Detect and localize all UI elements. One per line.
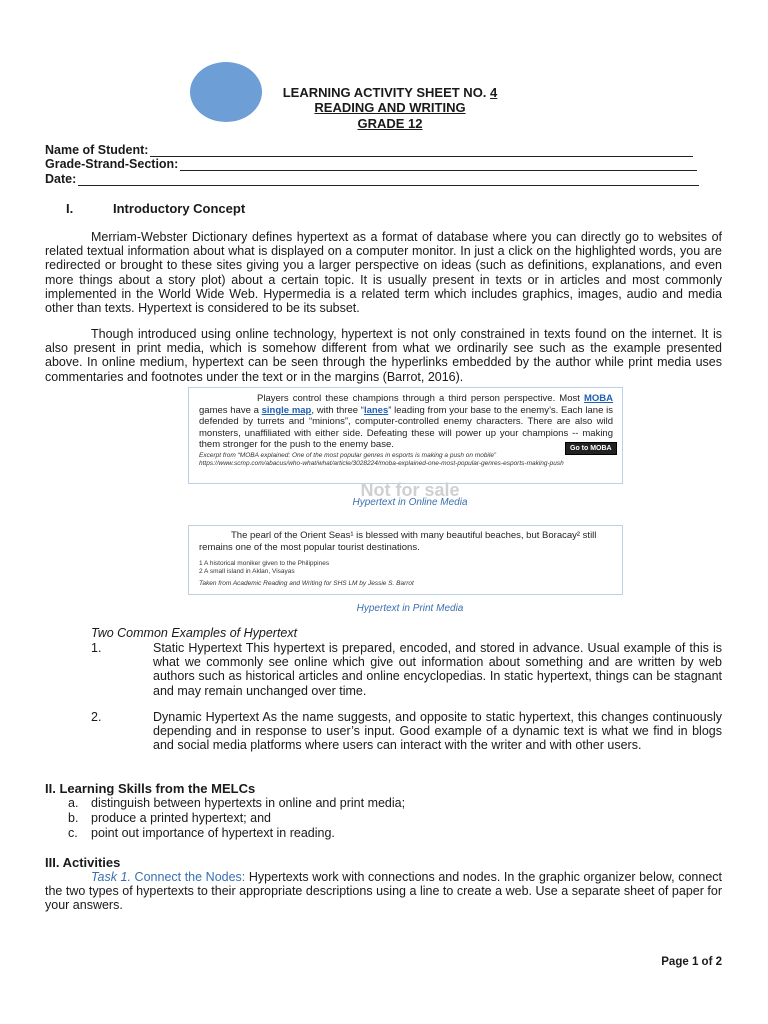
online-source-url: https://www.scmp.com/abacus/who-what/what/article/3028224/moba-explained-one-most-popular-genres-esports-making-push bbox=[199, 460, 564, 467]
grade-strand-section-field[interactable] bbox=[45, 157, 697, 171]
print-hypertext-example bbox=[188, 525, 623, 595]
print-source: Taken from Academic Reading and Writing for SHS LM by Jessie S. Barrot bbox=[199, 580, 414, 587]
subject-title: READING AND WRITING bbox=[314, 100, 466, 115]
field-line bbox=[78, 175, 699, 186]
task-1-label: Task 1. bbox=[91, 870, 131, 884]
page-total: 2 bbox=[715, 956, 722, 968]
print-text: The pearl of the Orient Seas¹ is blessed with many beautiful beaches, but Boracay² still remains one of the most popular tourist destinations. bbox=[199, 530, 597, 553]
online-example-text bbox=[199, 393, 613, 451]
task-1-paragraph bbox=[45, 870, 722, 913]
online-text-b: games have a bbox=[199, 404, 262, 416]
field-label: Grade-Strand-Section: bbox=[45, 157, 179, 171]
online-excerpt: Excerpt from “MOBA explained: One of the most popular genres in esports is making a push on mobile” bbox=[199, 452, 497, 459]
online-caption: Hypertext in Online Media bbox=[352, 497, 468, 508]
online-text-d: ” leading from your base to the enemy’s. Each lane is defended by turrets and “minions”, computer-controlled enemy characters. There are also wild monsters, unaffiliated with either side. Defeating these will power up your champions -- making them stronger for the push to the enemy base. bbox=[199, 404, 613, 450]
go-to-moba-button[interactable]: Go to MOBA bbox=[565, 442, 617, 455]
task-1-text: Hypertexts work with connections and nodes. In the graphic organizer below, connect the two types of hypertexts to their appropriate descriptions using a line to create a web. Use a separate sheet of paper for your answers. bbox=[45, 870, 722, 913]
section1-number: I. bbox=[66, 201, 74, 216]
example-1-number: 1. bbox=[91, 641, 102, 655]
field-label: Name of Student: bbox=[45, 143, 149, 157]
intro-text-1: Merriam-Webster Dictionary defines hypertext as a format of database where you can directly go to websites of related textual information about what is displayed on a computer monitor. In just a click on the highlighted words, you are redirected or brought to these sites giving you a larger perspective on ideas (such as definitions, explanations, and even more things about a story plot) about a certain topic. It is usually present in texts or in articles and most commonly implemented in the World Wide Web. Hypermedia is a related term which includes graphics, images, audio and media other than texts. Hypertext is considered to be its subset. bbox=[45, 230, 722, 316]
print-caption: Hypertext in Print Media bbox=[356, 603, 464, 614]
single-map-link[interactable]: single map bbox=[261, 404, 312, 416]
intro-text-2: Though introduced using online technology, hypertext is not only constrained in texts found on the internet. It is also present in print media, which is somehow different from what we ordinarily see such as the example presented above. In online medium, hypertext can be seen through the hyperlinks embedded by the author while print media uses commentaries and footnotes under the text or in the margins (Barrot, 2016). bbox=[45, 327, 722, 384]
sheet-title bbox=[230, 85, 550, 100]
section3-title: III. Activities bbox=[45, 855, 121, 870]
skill-c-letter: c. bbox=[68, 826, 78, 840]
intro-paragraph-1 bbox=[45, 230, 722, 315]
date-field[interactable] bbox=[45, 172, 699, 186]
intro-paragraph-2 bbox=[45, 327, 722, 384]
page-number bbox=[661, 956, 722, 968]
skill-a-letter: a. bbox=[68, 796, 79, 810]
skill-a-text: distinguish between hypertexts in online and print media; bbox=[91, 796, 406, 810]
skill-b-text: produce a printed hypertext; and bbox=[91, 811, 271, 825]
field-line bbox=[180, 160, 697, 171]
examples-heading: Two Common Examples of Hypertext bbox=[91, 626, 298, 640]
field-label: Date: bbox=[45, 172, 77, 186]
task-1-name: Connect the Nodes: bbox=[130, 870, 246, 884]
title-prefix: LEARNING ACTIVITY SHEET NO. bbox=[282, 85, 491, 100]
footnote-1: 1 A historical moniker given to the Philippines bbox=[199, 560, 330, 567]
section2-title: II. Learning Skills from the MELCs bbox=[45, 781, 256, 796]
example-2-text: Dynamic Hypertext As the name suggests, and opposite to static hypertext, this changes continuously depending and in response to user’s input. Good example of a dynamic text is what we find in blogs and social media platforms where users can interact with the writer and with other users. bbox=[153, 710, 722, 753]
online-hypertext-example bbox=[188, 387, 623, 484]
lanes-link[interactable]: lanes bbox=[363, 404, 389, 416]
page-current: 1 bbox=[691, 956, 699, 968]
student-name-field[interactable] bbox=[45, 143, 693, 157]
page-prefix: Page bbox=[661, 956, 692, 968]
moba-link[interactable]: MOBA bbox=[583, 393, 613, 404]
grade-title: GRADE 12 bbox=[357, 116, 423, 131]
section1-title: Introductory Concept bbox=[113, 201, 246, 216]
footnote-2: 2 A small island in Aklan, Visayas bbox=[199, 568, 295, 575]
example-2-number: 2. bbox=[91, 710, 102, 724]
watermark: Not for sale bbox=[360, 480, 460, 500]
skill-b-letter: b. bbox=[68, 811, 79, 825]
skill-c-text: point out importance of hypertext in reading. bbox=[91, 826, 335, 840]
print-example-text bbox=[199, 530, 613, 553]
online-text-a: Players control these champions through a third person perspective. Most bbox=[257, 393, 584, 404]
sheet-number: 4 bbox=[490, 85, 498, 100]
example-1-text: Static Hypertext This hypertext is prepared, encoded, and stored in advance. Usual example of this is what we commonly see online which give out information about something and are written by web authors such as historical articles and online encyclopedias. In static hypertext, things can be stagnant and may remain unchanged over time. bbox=[153, 641, 722, 698]
online-text-c: , with three “ bbox=[311, 404, 364, 416]
page-mid: of bbox=[698, 956, 716, 968]
field-line bbox=[150, 146, 693, 157]
